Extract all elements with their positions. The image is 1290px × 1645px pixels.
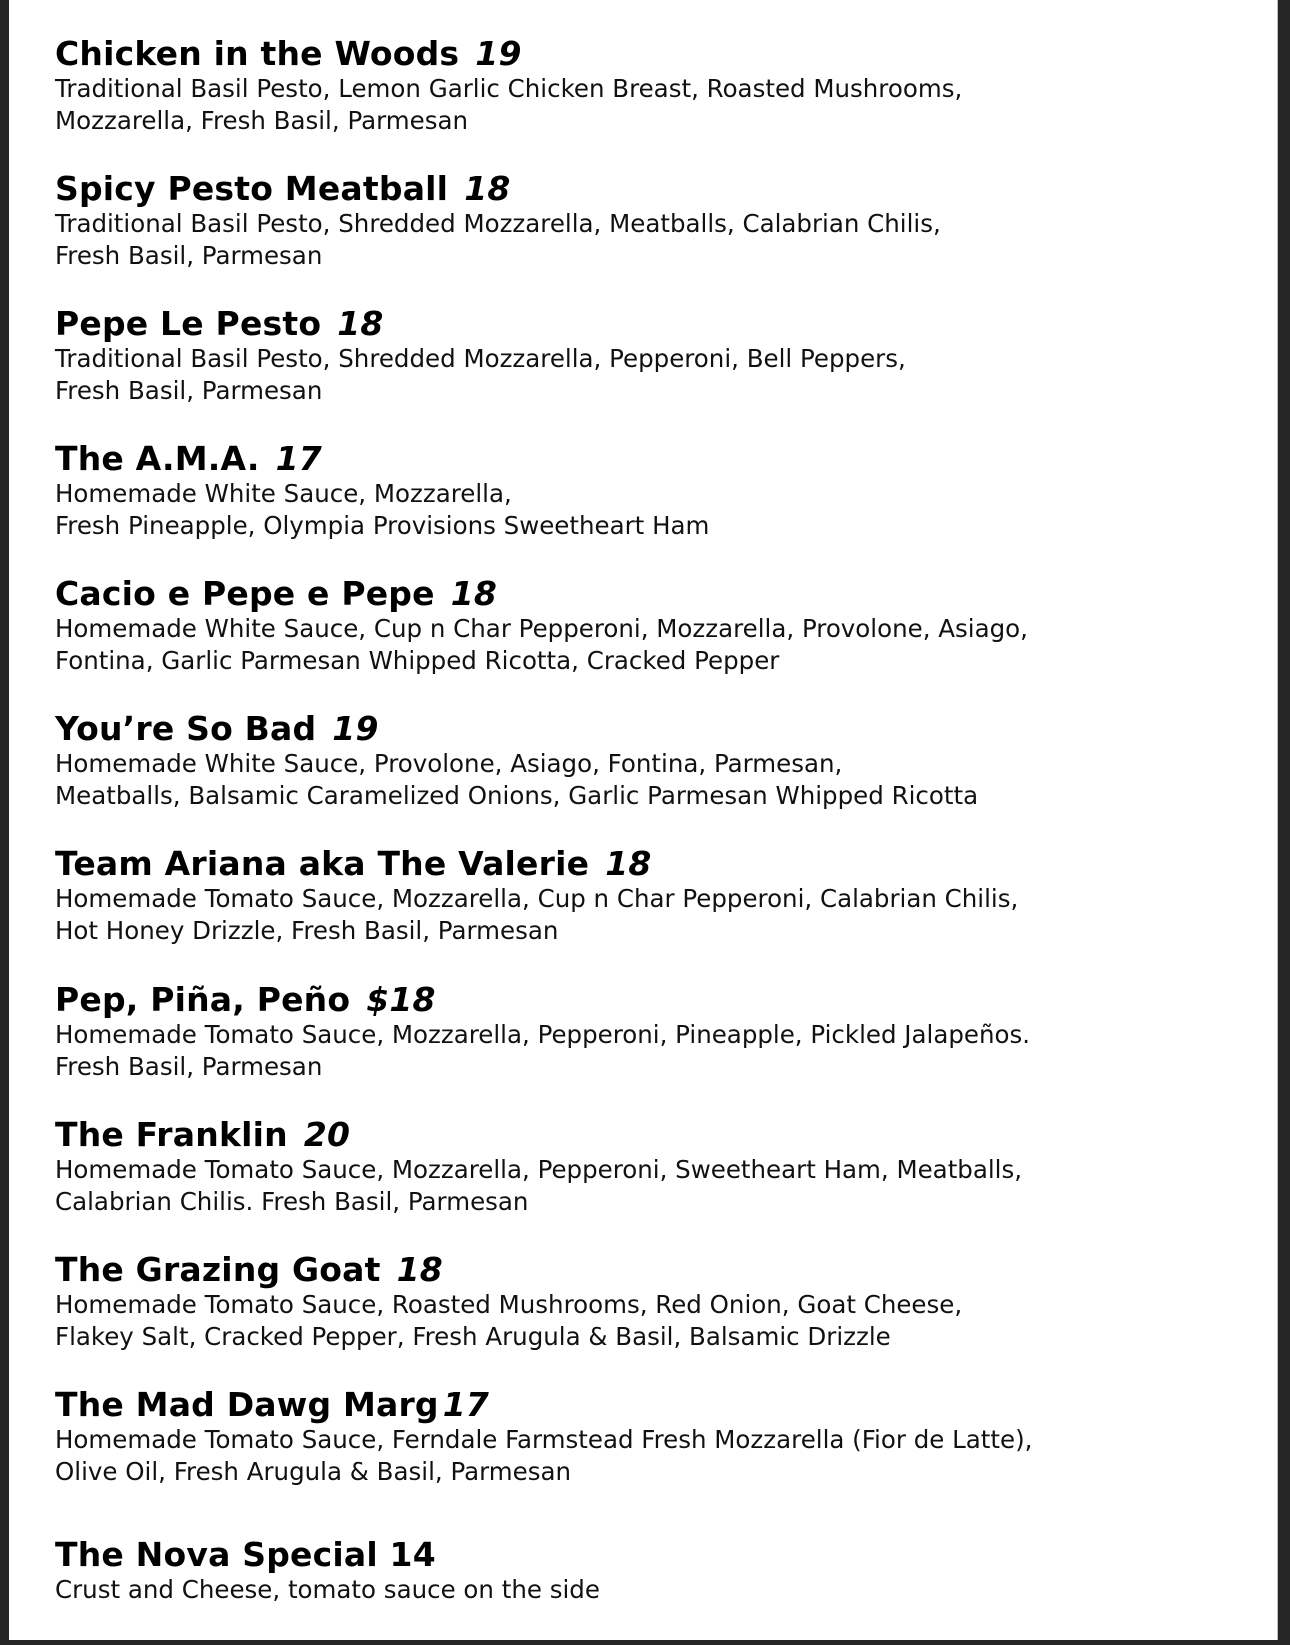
menu-item-title: [55, 575, 1265, 613]
description-line: Mozzarella, Fresh Basil, Parmesan: [55, 105, 469, 135]
menu-item-description: [55, 73, 1265, 136]
menu-item-price: 19: [475, 34, 522, 73]
menu-item-description: [55, 883, 1265, 946]
description-line: Traditional Basil Pesto, Lemon Garlic Chicken Breast, Roasted Mushrooms,: [55, 74, 963, 103]
menu-item-price: 19: [332, 709, 379, 748]
menu-item: [55, 575, 1265, 676]
menu-item: [55, 845, 1265, 946]
menu-item: [55, 440, 1265, 541]
menu-item-name: The Nova Special 14: [55, 1535, 436, 1574]
description-line: Homemade Tomato Sauce, Mozzarella, Pepperoni, Sweetheart Ham, Meatballs,: [55, 1155, 1023, 1184]
menu-item: [55, 1536, 1265, 1606]
description-line: Fresh Basil, Parmesan: [55, 375, 323, 405]
menu-item-name: The Franklin: [55, 1115, 288, 1154]
menu-item-description: [55, 208, 1265, 271]
menu-item-price: 18: [337, 304, 384, 343]
description-line: Meatballs, Balsamic Caramelized Onions, Garlic Parmesan Whipped Ricotta: [55, 780, 979, 810]
menu-item-description: [55, 613, 1265, 676]
menu-item-title: [55, 1116, 1265, 1154]
menu-item-title: [55, 1386, 1265, 1424]
menu-item: [55, 35, 1265, 136]
description-line: Hot Honey Drizzle, Fresh Basil, Parmesan: [55, 915, 559, 945]
menu-item-title: [55, 1536, 1265, 1574]
menu-item: [55, 1116, 1265, 1217]
menu-item-description: [55, 1289, 1265, 1352]
description-line: Olive Oil, Fresh Arugula & Basil, Parmesan: [55, 1456, 572, 1486]
description-line: Traditional Basil Pesto, Shredded Mozzarella, Meatballs, Calabrian Chilis,: [55, 209, 941, 238]
menu-item-description: [55, 1574, 1265, 1606]
description-line: Fresh Basil, Parmesan: [55, 1051, 323, 1081]
menu-item-price: 18: [605, 844, 652, 883]
menu-item-title: [55, 170, 1265, 208]
menu-item-description: [55, 1154, 1265, 1217]
menu-item-title: [55, 710, 1265, 748]
menu-item-name: The Grazing Goat: [55, 1250, 381, 1289]
description-line: Fresh Basil, Parmesan: [55, 240, 323, 270]
description-line: Calabrian Chilis. Fresh Basil, Parmesan: [55, 1186, 529, 1216]
menu-item-name: Cacio e Pepe e Pepe: [55, 574, 435, 613]
menu-item-name: Pepe Le Pesto: [55, 304, 322, 343]
description-line: Fontina, Garlic Parmesan Whipped Ricotta, Cracked Pepper: [55, 645, 780, 675]
description-line: Homemade White Sauce, Mozzarella,: [55, 479, 512, 508]
menu-item-title: [55, 1251, 1265, 1289]
menu-item-name: Spicy Pesto Meatball: [55, 169, 449, 208]
menu-item: [55, 1251, 1265, 1352]
menu-item: [55, 170, 1265, 271]
menu-item-description: [55, 343, 1265, 406]
description-line: Homemade Tomato Sauce, Ferndale Farmstead Fresh Mozzarella (Fior de Latte),: [55, 1425, 1033, 1454]
menu-item-title: [55, 35, 1265, 73]
menu-item-description: [55, 1424, 1265, 1487]
description-line: Homemade Tomato Sauce, Mozzarella, Pepperoni, Pineapple, Pickled Jalapeños.: [55, 1020, 1031, 1049]
description-line: Fresh Pineapple, Olympia Provisions Sweetheart Ham: [55, 510, 710, 540]
menu-page: [9, 0, 1278, 1640]
menu-item-name: Chicken in the Woods: [55, 34, 460, 73]
description-line: Traditional Basil Pesto, Shredded Mozzarella, Pepperoni, Bell Peppers,: [55, 344, 906, 373]
description-line: Flakey Salt, Cracked Pepper, Fresh Arugula & Basil, Balsamic Drizzle: [55, 1321, 891, 1351]
menu-item-title: [55, 981, 1265, 1019]
menu-item: [55, 981, 1265, 1082]
menu-item-price: 20: [303, 1115, 351, 1154]
menu-item-name: Pep, Piña, Peño: [55, 980, 351, 1019]
menu-item-title: [55, 440, 1265, 478]
menu-item-title: [55, 305, 1265, 343]
menu-item-price: 18: [464, 169, 511, 208]
menu-item-price: 17: [275, 439, 322, 478]
menu-item-description: [55, 1019, 1265, 1082]
menu-item-description: [55, 748, 1265, 811]
menu-item: [55, 1386, 1265, 1487]
menu-item-price: 17: [442, 1385, 490, 1424]
menu-item-price: 18: [396, 1250, 443, 1289]
menu-item-description: [55, 478, 1265, 541]
menu-item-name: You’re So Bad: [55, 709, 317, 748]
description-line: Crust and Cheese, tomato sauce on the side: [55, 1575, 600, 1604]
description-line: Homemade White Sauce, Cup n Char Pepperoni, Mozzarella, Provolone, Asiago,: [55, 614, 1028, 643]
menu-item-price: $18: [366, 980, 436, 1019]
description-line: Homemade White Sauce, Provolone, Asiago, Fontina, Parmesan,: [55, 749, 843, 778]
menu-item-price: 18: [450, 574, 498, 613]
menu-item-name: The Mad Dawg Marg: [55, 1385, 439, 1424]
menu-item-title: [55, 845, 1265, 883]
menu-item: [55, 710, 1265, 811]
menu-item-name: The A.M.A.: [55, 439, 260, 478]
menu-item: [55, 305, 1265, 406]
description-line: Homemade Tomato Sauce, Mozzarella, Cup n Char Pepperoni, Calabrian Chilis,: [55, 884, 1019, 913]
menu-item-name: Team Ariana aka The Valerie: [55, 844, 590, 883]
description-line: Homemade Tomato Sauce, Roasted Mushrooms, Red Onion, Goat Cheese,: [55, 1290, 963, 1319]
